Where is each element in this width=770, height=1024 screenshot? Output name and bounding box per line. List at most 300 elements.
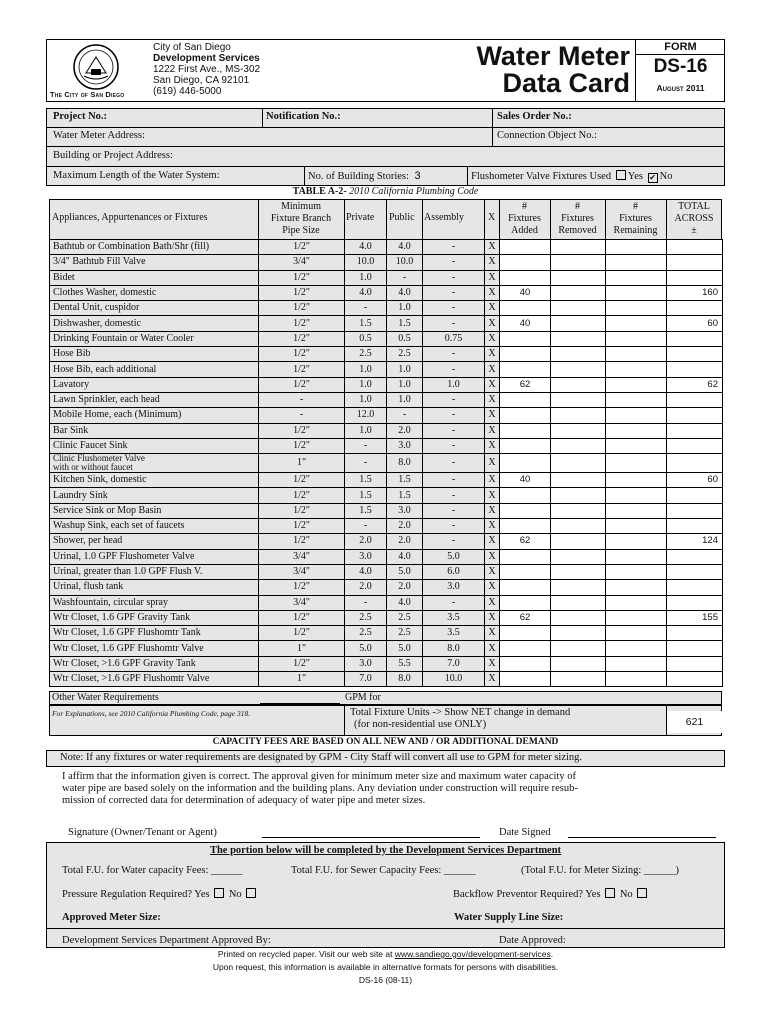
- table-row: [50, 285, 723, 300]
- total-across-input[interactable]: 160: [667, 285, 723, 300]
- fixtures-added-input[interactable]: [500, 255, 551, 270]
- table-row: [50, 408, 723, 423]
- fixture-name: Laundry Sink: [50, 488, 259, 503]
- col-removed-h1: #: [575, 201, 580, 212]
- fixture-private: 1.5: [345, 488, 387, 503]
- col-private-header: Private: [346, 212, 375, 223]
- fixture-name: [50, 454, 259, 473]
- total-across-input[interactable]: [667, 656, 723, 671]
- fixtures-added-input[interactable]: [500, 454, 551, 473]
- fixture-assembly: 3.5: [423, 610, 485, 625]
- total-across-input[interactable]: [667, 672, 723, 687]
- fixtures-remaining-input[interactable]: [606, 301, 667, 316]
- fixture-public: 1.5: [387, 473, 423, 488]
- fixtures-added-input[interactable]: [500, 270, 551, 285]
- fixture-pipe-size: 1/2": [259, 488, 345, 503]
- total-across-input[interactable]: [667, 408, 723, 423]
- fixtures-removed-input[interactable]: [551, 408, 606, 423]
- fixture-assembly: -: [423, 534, 485, 549]
- fixtures-added-input[interactable]: [500, 595, 551, 610]
- fixtures-remaining-input[interactable]: [606, 240, 667, 255]
- total-across-input[interactable]: [667, 392, 723, 407]
- fixture-name: Kitchen Sink, domestic: [50, 473, 259, 488]
- approved-by-field[interactable]: Development Services Department Approved By:: [62, 935, 271, 946]
- fixtures-remaining-input[interactable]: [606, 270, 667, 285]
- fixture-public: 5.0: [387, 641, 423, 656]
- org-line-city: City of San Diego: [153, 42, 231, 53]
- fixtures-remaining-input[interactable]: [606, 641, 667, 656]
- fixtures-added-input[interactable]: 62: [500, 377, 551, 392]
- fixture-assembly: -: [423, 438, 485, 453]
- fixtures-removed-input[interactable]: [551, 580, 606, 595]
- total-across-input[interactable]: [667, 564, 723, 579]
- total-across-input[interactable]: [667, 641, 723, 656]
- fixture-private: 1.0: [345, 362, 387, 377]
- fixture-name-line: Clinic Flushometer Valve: [53, 453, 145, 464]
- fixture-assembly: -: [423, 392, 485, 407]
- fixture-pipe-size: 1/2": [259, 347, 345, 362]
- fixtures-removed-input[interactable]: [551, 534, 606, 549]
- backflow-label: Backflow Preventor Required? Yes: [453, 889, 601, 900]
- other-req-gpm-input[interactable]: [260, 703, 340, 704]
- fixtures-removed-input[interactable]: [551, 473, 606, 488]
- fixture-x-mark: X: [485, 270, 500, 285]
- fixture-private: 1.5: [345, 473, 387, 488]
- fixture-name: Dental Unit, cuspidor: [50, 301, 259, 316]
- fixture-x-mark: X: [485, 316, 500, 331]
- fixtures-removed-input[interactable]: [551, 503, 606, 518]
- pressure-no-label: No: [228, 889, 242, 900]
- fixture-x-mark: X: [485, 534, 500, 549]
- fixture-private: 1.5: [345, 503, 387, 518]
- fixture-name: Wtr Closet, >1.6 GPF Gravity Tank: [50, 656, 259, 671]
- fixture-pipe-size: 1/2": [259, 626, 345, 641]
- total-across-input[interactable]: [667, 240, 723, 255]
- table-row: [50, 488, 723, 503]
- fixtures-remaining-input[interactable]: [606, 377, 667, 392]
- col-pipe-h1: Minimum: [280, 201, 321, 212]
- fixtures-added-input[interactable]: [500, 408, 551, 423]
- notification-no-field[interactable]: Notification No.:: [266, 111, 341, 122]
- fixture-x-mark: X: [485, 423, 500, 438]
- fixture-name: Washfountain, circular spray: [50, 595, 259, 610]
- fixture-pipe-size: 1/2": [259, 270, 345, 285]
- fixtures-removed-input[interactable]: [551, 301, 606, 316]
- fixture-pipe-size: 3/4": [259, 549, 345, 564]
- col-removed-header: [550, 201, 605, 237]
- fixture-name: Urinal, 1.0 GPF Flushometer Valve: [50, 549, 259, 564]
- sales-order-no-field[interactable]: Sales Order No.:: [497, 111, 572, 122]
- date-approved-field[interactable]: Date Approved:: [499, 935, 566, 946]
- fixtures-removed-input[interactable]: [551, 377, 606, 392]
- table-row: [50, 534, 723, 549]
- fixture-x-mark: X: [485, 672, 500, 687]
- fixtures-added-input[interactable]: 62: [500, 610, 551, 625]
- fixture-public: 2.0: [387, 519, 423, 534]
- backflow-yes-checkbox[interactable]: [605, 888, 615, 898]
- total-across-input[interactable]: [667, 255, 723, 270]
- fixture-x-mark: X: [485, 656, 500, 671]
- table-row: [50, 362, 723, 377]
- water-meter-address-field[interactable]: Water Meter Address:: [53, 130, 145, 141]
- total-across-input[interactable]: 60: [667, 316, 723, 331]
- rule: [386, 199, 387, 240]
- fixtures-removed-input[interactable]: [551, 626, 606, 641]
- total-across-input[interactable]: [667, 503, 723, 518]
- fixtures-remaining-input[interactable]: [606, 316, 667, 331]
- org-line-citystate: San Diego, CA 92101: [153, 75, 250, 86]
- fixtures-added-input[interactable]: 40: [500, 473, 551, 488]
- fixtures-added-input[interactable]: [500, 423, 551, 438]
- fixture-assembly: -: [423, 519, 485, 534]
- fixtures-removed-input[interactable]: [551, 347, 606, 362]
- fixture-public: 2.5: [387, 347, 423, 362]
- total-across-input[interactable]: [667, 454, 723, 473]
- table-row: [50, 255, 723, 270]
- fixtures-added-input[interactable]: [500, 438, 551, 453]
- fixture-private: 12.0: [345, 408, 387, 423]
- form-label-rule: [635, 54, 725, 55]
- total-fu-value[interactable]: 621: [667, 711, 722, 733]
- table-row: [50, 672, 723, 687]
- fixtures-remaining-input[interactable]: [606, 626, 667, 641]
- fixture-pipe-size: 1/2": [259, 580, 345, 595]
- fixtures-remaining-input[interactable]: [606, 473, 667, 488]
- fixtures-removed-input[interactable]: [551, 564, 606, 579]
- fixtures-remaining-input[interactable]: [606, 392, 667, 407]
- connection-object-no-field[interactable]: Connection Object No.:: [497, 130, 598, 141]
- line-size-field[interactable]: Water Supply Line Size:: [454, 912, 564, 923]
- fixtures-added-input[interactable]: [500, 488, 551, 503]
- fixtures-remaining-input[interactable]: [606, 564, 667, 579]
- fixture-name: Shower, per head: [50, 534, 259, 549]
- fixture-private: 2.5: [345, 610, 387, 625]
- fixture-pipe-size: 3/4": [259, 564, 345, 579]
- fixture-public: 2.0: [387, 423, 423, 438]
- fixture-name: 3/4" Bathtub Fill Valve: [50, 255, 259, 270]
- fixture-x-mark: X: [485, 473, 500, 488]
- footer-code: DS-16 (08-11): [358, 975, 413, 985]
- fixture-private: 3.0: [345, 656, 387, 671]
- title-line-2: Data Card: [502, 68, 630, 98]
- col-remaining-h3: Remaining: [613, 225, 658, 236]
- fixture-private: 3.0: [345, 549, 387, 564]
- form-title: [430, 43, 630, 97]
- fixtures-removed-input[interactable]: [551, 438, 606, 453]
- col-added-h3: Added: [511, 225, 538, 236]
- col-pipe-h3: Pipe Size: [282, 225, 320, 236]
- fixtures-remaining-input[interactable]: [606, 672, 667, 687]
- fixtures-added-input[interactable]: 62: [500, 534, 551, 549]
- fixture-public: 1.0: [387, 392, 423, 407]
- fixtures-remaining-input[interactable]: [606, 519, 667, 534]
- total-across-input[interactable]: [667, 438, 723, 453]
- fixtures-removed-input[interactable]: [551, 270, 606, 285]
- signature-label: Signature (Owner/Tenant or Agent): [68, 827, 217, 838]
- fixture-name: Hose Bib: [50, 347, 259, 362]
- total-across-input[interactable]: [667, 362, 723, 377]
- fixtures-added-input[interactable]: [500, 347, 551, 362]
- city-seal: [72, 43, 120, 91]
- fixtures-added-input[interactable]: [500, 331, 551, 346]
- table-row: [50, 641, 723, 656]
- fixture-pipe-size: 3/4": [259, 595, 345, 610]
- fixture-pipe-size: 1": [259, 454, 345, 473]
- total-across-input[interactable]: [667, 301, 723, 316]
- table-row: [50, 377, 723, 392]
- rule: [304, 166, 305, 186]
- fixtures-removed-input[interactable]: [551, 672, 606, 687]
- seal-caption: The City of San Diego: [50, 90, 125, 99]
- fixtures-added-input[interactable]: [500, 362, 551, 377]
- fixtures-remaining-input[interactable]: [606, 423, 667, 438]
- project-no-field[interactable]: Project No.:: [53, 111, 108, 122]
- col-removed-h3: Removed: [558, 225, 597, 236]
- fixture-private: 4.0: [345, 564, 387, 579]
- fixture-public: 5.0: [387, 564, 423, 579]
- total-across-input[interactable]: [667, 270, 723, 285]
- fixture-private: 2.5: [345, 347, 387, 362]
- fixture-public: 5.5: [387, 656, 423, 671]
- fixture-pipe-size: -: [259, 408, 345, 423]
- fixtures-added-input[interactable]: [500, 672, 551, 687]
- fixtures-added-input[interactable]: [500, 503, 551, 518]
- fixtures-removed-input[interactable]: [551, 595, 606, 610]
- total-across-input[interactable]: [667, 423, 723, 438]
- fixture-private: 1.5: [345, 316, 387, 331]
- total-across-input[interactable]: [667, 549, 723, 564]
- fixture-public: 1.0: [387, 362, 423, 377]
- fixtures-added-input[interactable]: [500, 392, 551, 407]
- fixtures-removed-input[interactable]: [551, 285, 606, 300]
- other-req-label: Other Water Requirements: [52, 692, 159, 703]
- fixtures-added-input[interactable]: 40: [500, 316, 551, 331]
- table-row: [50, 595, 723, 610]
- fixture-name: Drinking Fountain or Water Cooler: [50, 331, 259, 346]
- fixtures-remaining-input[interactable]: [606, 503, 667, 518]
- fixture-public: 3.0: [387, 503, 423, 518]
- fixture-private: 2.5: [345, 626, 387, 641]
- fixture-x-mark: X: [485, 580, 500, 595]
- footer-url-link[interactable]: www.sandiego.gov/development-services: [394, 949, 551, 959]
- fixtures-remaining-input[interactable]: [606, 534, 667, 549]
- fixtures-removed-input[interactable]: [551, 240, 606, 255]
- total-across-input[interactable]: [667, 519, 723, 534]
- fixture-name: Wtr Closet, 1.6 GPF Flushomtr Valve: [50, 641, 259, 656]
- table-row: [50, 423, 723, 438]
- table-caption-italic: 2010 California Plumbing Code: [346, 186, 479, 197]
- fixtures-removed-input[interactable]: [551, 362, 606, 377]
- fixture-pipe-size: -: [259, 392, 345, 407]
- fixtures-added-input[interactable]: [500, 626, 551, 641]
- building-address-field[interactable]: Building or Project Address:: [53, 150, 173, 161]
- fixture-name: Bidet: [50, 270, 259, 285]
- table-row: [50, 564, 723, 579]
- fixture-x-mark: X: [485, 438, 500, 453]
- fixture-pipe-size: 1/2": [259, 423, 345, 438]
- fixtures-added-input[interactable]: [500, 549, 551, 564]
- meter-size-field[interactable]: Approved Meter Size:: [62, 912, 161, 923]
- max-length-field[interactable]: Maximum Length of the Water System:: [53, 170, 220, 181]
- fixtures-remaining-input[interactable]: [606, 347, 667, 362]
- fixture-x-mark: X: [485, 488, 500, 503]
- pressure-question: [62, 888, 258, 900]
- fixture-table: [49, 239, 723, 687]
- fixtures-removed-input[interactable]: [551, 549, 606, 564]
- affirm-line-1: I affirm that the information given is correct. The approval given for minimum meter size and maximum water capacity of: [62, 771, 576, 782]
- fixtures-added-input[interactable]: [500, 580, 551, 595]
- fixtures-remaining-input[interactable]: [606, 255, 667, 270]
- fixtures-added-input[interactable]: [500, 641, 551, 656]
- fixtures-added-input[interactable]: [500, 519, 551, 534]
- table-row: [50, 316, 723, 331]
- org-line-street: 1222 First Ave., MS-302: [153, 64, 261, 75]
- fixture-name: Wtr Closet, 1.6 GPF Gravity Tank: [50, 610, 259, 625]
- fixture-x-mark: X: [485, 285, 500, 300]
- backflow-no-checkbox[interactable]: [637, 888, 647, 898]
- fixture-private: -: [345, 519, 387, 534]
- fixture-private: -: [345, 454, 387, 473]
- flushometer-no-checkbox[interactable]: ✔: [649, 173, 656, 182]
- total-fu-line2: (for non-residential use ONLY): [354, 719, 487, 730]
- fixtures-removed-input[interactable]: [551, 641, 606, 656]
- fixtures-removed-input[interactable]: [551, 331, 606, 346]
- table-caption: [46, 186, 725, 197]
- fixtures-remaining-input[interactable]: [606, 580, 667, 595]
- dept-heading: The portion below will be completed by the Development Services Department: [209, 845, 562, 856]
- total-across-input[interactable]: 155: [667, 610, 723, 625]
- total-across-input[interactable]: 60: [667, 473, 723, 488]
- fixtures-removed-input[interactable]: [551, 255, 606, 270]
- signature-input[interactable]: [262, 837, 480, 838]
- fixtures-removed-input[interactable]: [551, 316, 606, 331]
- rule: [666, 199, 667, 240]
- fixtures-remaining-input[interactable]: [606, 610, 667, 625]
- fixture-name: Lawn Sprinkler, each head: [50, 392, 259, 407]
- total-across-input[interactable]: 124: [667, 534, 723, 549]
- total-across-input[interactable]: [667, 347, 723, 362]
- fixtures-removed-input[interactable]: [551, 519, 606, 534]
- fixtures-remaining-input[interactable]: [606, 454, 667, 473]
- fixtures-added-input[interactable]: [500, 656, 551, 671]
- total-across-input[interactable]: [667, 488, 723, 503]
- fixtures-remaining-input[interactable]: [606, 331, 667, 346]
- date-signed-input[interactable]: [568, 837, 716, 838]
- rule: [46, 166, 725, 167]
- fixture-private: 7.0: [345, 672, 387, 687]
- fixture-name-line: with or without faucet: [53, 462, 133, 473]
- total-across-input[interactable]: [667, 626, 723, 641]
- fixture-pipe-size: 1/2": [259, 331, 345, 346]
- fixture-pipe-size: 1": [259, 672, 345, 687]
- fixtures-removed-input[interactable]: [551, 423, 606, 438]
- rule: [484, 199, 485, 240]
- fixture-public: 0.5: [387, 331, 423, 346]
- fixtures-added-input[interactable]: [500, 564, 551, 579]
- fixtures-remaining-input[interactable]: [606, 438, 667, 453]
- fixture-assembly: -: [423, 488, 485, 503]
- flushometer-question: [471, 170, 672, 183]
- fixtures-added-input[interactable]: [500, 240, 551, 255]
- fixtures-remaining-input[interactable]: [606, 408, 667, 423]
- fixture-private: 1.0: [345, 377, 387, 392]
- flushometer-yes-label: Yes: [627, 171, 643, 182]
- org-address: [153, 42, 260, 97]
- col-total-h1: TOTAL: [678, 201, 710, 212]
- fixture-x-mark: X: [485, 564, 500, 579]
- footer-recycled-prefix: Printed on recycled paper. Visit our web site at: [217, 949, 395, 959]
- fixture-pipe-size: 1/2": [259, 438, 345, 453]
- fixture-name: Mobile Home, each (Minimum): [50, 408, 259, 423]
- total-across-input[interactable]: [667, 580, 723, 595]
- fixtures-added-input[interactable]: [500, 301, 551, 316]
- table-row: [50, 610, 723, 625]
- fixture-private: -: [345, 595, 387, 610]
- fixture-assembly: 5.0: [423, 549, 485, 564]
- fixture-pipe-size: 1/2": [259, 316, 345, 331]
- org-line-phone: (619) 446-5000: [153, 86, 222, 97]
- fixtures-removed-input[interactable]: [551, 454, 606, 473]
- gpm-for-label: GPM for: [345, 692, 381, 703]
- total-across-input[interactable]: 62: [667, 377, 723, 392]
- fixture-assembly: -: [423, 473, 485, 488]
- fixtures-remaining-input[interactable]: [606, 595, 667, 610]
- fixture-x-mark: X: [485, 595, 500, 610]
- fixtures-remaining-input[interactable]: [606, 488, 667, 503]
- pressure-yes-checkbox[interactable]: [214, 888, 224, 898]
- flushometer-yes-checkbox[interactable]: [616, 170, 626, 180]
- stories-field[interactable]: [308, 170, 421, 182]
- rule: [344, 705, 345, 736]
- fixture-assembly: 3.5: [423, 626, 485, 641]
- fixtures-remaining-input[interactable]: [606, 549, 667, 564]
- rule: [499, 199, 500, 240]
- fixture-pipe-size: 1/2": [259, 285, 345, 300]
- total-across-input[interactable]: [667, 595, 723, 610]
- fixture-table-body: [50, 240, 723, 687]
- fixture-private: 2.0: [345, 580, 387, 595]
- fixtures-removed-input[interactable]: [551, 610, 606, 625]
- fixture-pipe-size: 1/2": [259, 534, 345, 549]
- fu-sewer-field[interactable]: Total F.U. for Sewer Capacity Fees: ______: [291, 865, 476, 876]
- pressure-label: Pressure Regulation Required? Yes: [62, 889, 210, 900]
- fixtures-remaining-input[interactable]: [606, 362, 667, 377]
- pressure-no-checkbox[interactable]: [246, 888, 256, 898]
- table-row: [50, 347, 723, 362]
- total-across-input[interactable]: [667, 331, 723, 346]
- fixture-x-mark: X: [485, 408, 500, 423]
- fu-water-field[interactable]: Total F.U. for Water capacity Fees: ______: [62, 865, 243, 876]
- fixtures-removed-input[interactable]: [551, 656, 606, 671]
- rule: [258, 199, 259, 240]
- fixtures-added-input[interactable]: 40: [500, 285, 551, 300]
- fixture-private: 4.0: [345, 240, 387, 255]
- stories-value: 3: [414, 170, 421, 182]
- fixture-pipe-size: 1/2": [259, 362, 345, 377]
- fixtures-removed-input[interactable]: [551, 488, 606, 503]
- fu-meter-field[interactable]: (Total F.U. for Meter Sizing: ______): [521, 865, 679, 876]
- fixtures-remaining-input[interactable]: [606, 656, 667, 671]
- fixtures-removed-input[interactable]: [551, 392, 606, 407]
- fixture-private: 1.0: [345, 270, 387, 285]
- form-date: August 2011: [656, 83, 705, 93]
- fixture-assembly: -: [423, 240, 485, 255]
- fixture-private: 5.0: [345, 641, 387, 656]
- fixture-x-mark: X: [485, 362, 500, 377]
- fixtures-remaining-input[interactable]: [606, 285, 667, 300]
- rule: [422, 199, 423, 240]
- col-total-h3: ±: [691, 225, 697, 236]
